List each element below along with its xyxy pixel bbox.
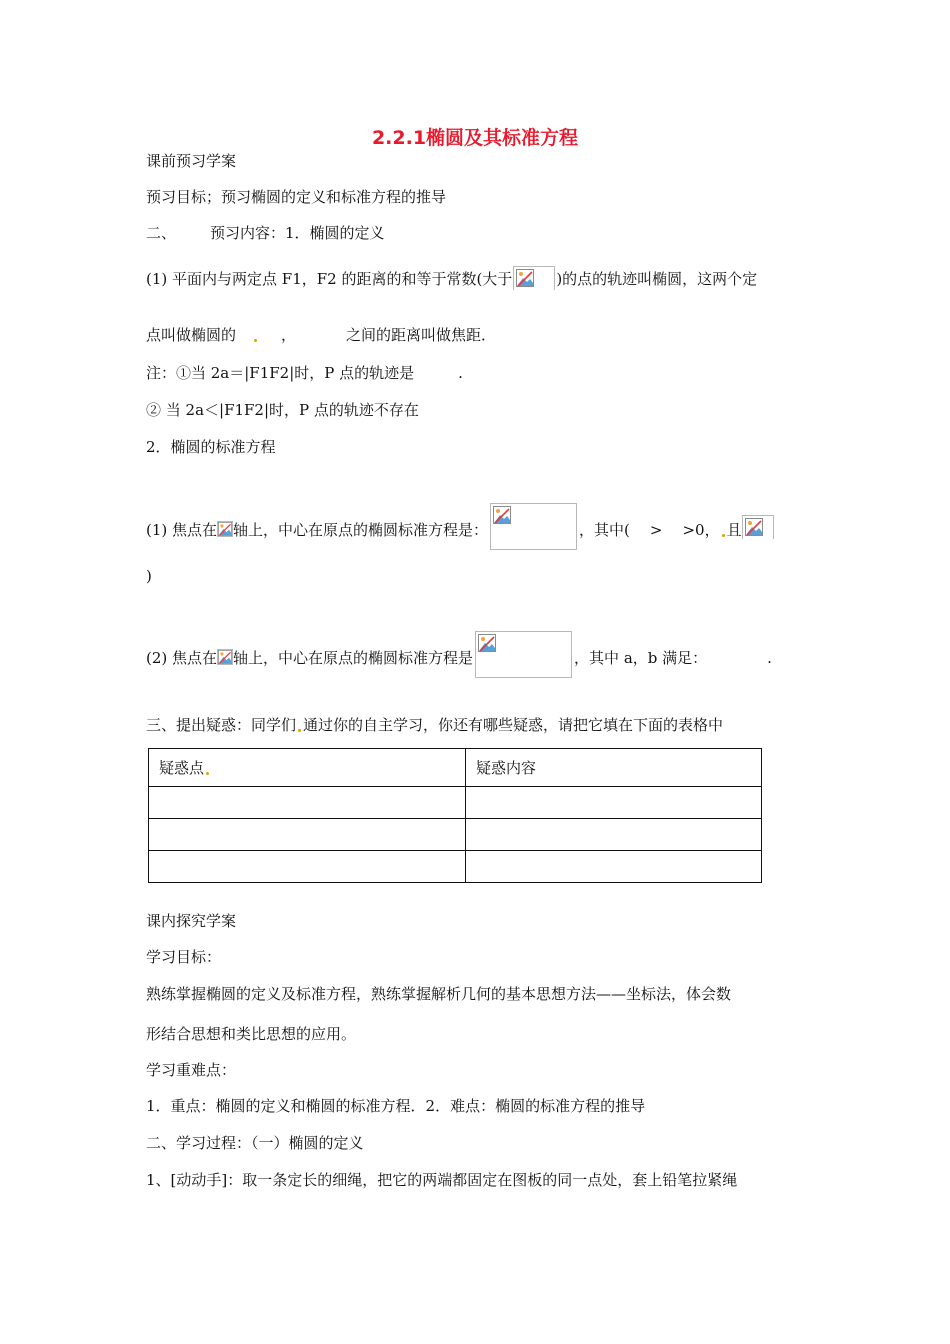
activity-text: 1、[动动手]：取一条定长的细绳，把它的两端都固定在图板的同一点处，套上铅笔拉紧绳 — [146, 1171, 738, 1189]
table-row — [149, 787, 762, 819]
doubts-table — [148, 748, 762, 883]
note-1: 注：①当 2a＝|F1F2|时，P 点的轨迹是 . — [146, 364, 463, 382]
broken-image-icon — [513, 266, 555, 290]
table-header-cell: 疑惑点 — [149, 749, 466, 787]
table-cell[interactable] — [149, 819, 466, 851]
edit-mark — [206, 772, 209, 775]
table-cell[interactable] — [149, 787, 466, 819]
standard-equation-1-close: ) — [146, 567, 152, 585]
table-header-row — [149, 749, 762, 787]
table-header-cell: 疑惑内容 — [466, 749, 762, 787]
inclass-goal-label: 学习目标： — [146, 948, 222, 966]
inclass-goal-line-2: 形结合思想和类比思想的应用。 — [146, 1025, 357, 1043]
broken-image-icon — [516, 269, 534, 287]
preview-content-line — [146, 223, 385, 243]
broken-image-icon — [493, 506, 511, 524]
broken-image-icon — [478, 634, 496, 652]
edit-mark — [254, 339, 257, 342]
inclass-heading: 课内探究学案 — [146, 912, 237, 930]
table-row — [149, 819, 762, 851]
broken-image-icon — [218, 650, 232, 664]
preview-heading: 课前预习学案 — [146, 152, 237, 170]
table-cell[interactable] — [466, 819, 762, 851]
document-title: 2.2.1椭圆及其标准方程 — [371, 127, 579, 149]
learning-process-heading: 二、学习过程：（一）椭圆的定义 — [146, 1134, 364, 1152]
preview-content-label: 预习内容：1．椭圆的定义 — [210, 224, 385, 242]
key-points-text: 1．重点：椭圆的定义和椭圆的标准方程．2．难点：椭圆的标准方程的推导 — [146, 1097, 646, 1115]
note-2: ② 当 2a＜|F1F2|时，P 点的轨迹不存在 — [146, 401, 419, 419]
equation-image — [490, 503, 577, 550]
standard-equation-2: (2) 焦点在 轴上，中心在原点的椭圆标准方程是 ，其中 a，b 满足： . — [146, 631, 772, 678]
edit-mark — [298, 729, 301, 732]
table-cell[interactable] — [149, 851, 466, 883]
table-cell[interactable] — [466, 851, 762, 883]
table-row — [149, 851, 762, 883]
equation-image — [475, 631, 572, 678]
broken-image-icon — [217, 649, 233, 665]
standard-equation-heading: 2．椭圆的标准方程 — [146, 438, 276, 456]
key-points-label: 学习重难点： — [146, 1061, 237, 1079]
inclass-goal-line-1: 熟练掌握椭圆的定义及标准方程，熟练掌握解析几何的基本思想方法——坐标法，体会数 — [146, 985, 732, 1003]
broken-image-icon — [745, 518, 763, 536]
ellipse-definition-continued: 点叫做椭圆的 ， 之间的距离叫做焦距． — [146, 326, 497, 344]
edit-mark — [722, 534, 725, 537]
broken-image-icon — [217, 521, 233, 537]
broken-image-icon — [218, 522, 232, 536]
ellipse-definition-line: (1) 平面内与两定点 F1，F2 的距离的和等于常数(大于 )的点的轨迹叫椭圆，这两个定 — [146, 266, 757, 290]
preview-goal: 预习目标；预习椭圆的定义和标准方程的推导 — [146, 188, 447, 206]
table-cell[interactable] — [466, 787, 762, 819]
doubts-prompt: 三、提出疑惑：同学们 通过你的自主学习，你还有哪些疑惑，请把它填在下面的表格中 — [146, 716, 724, 734]
standard-equation-1: (1) 焦点在 轴上，中心在原点的椭圆标准方程是： ，其中( > >0， 且 — [146, 503, 774, 550]
broken-image-icon — [742, 515, 774, 539]
section-number: 二、 — [146, 224, 177, 242]
